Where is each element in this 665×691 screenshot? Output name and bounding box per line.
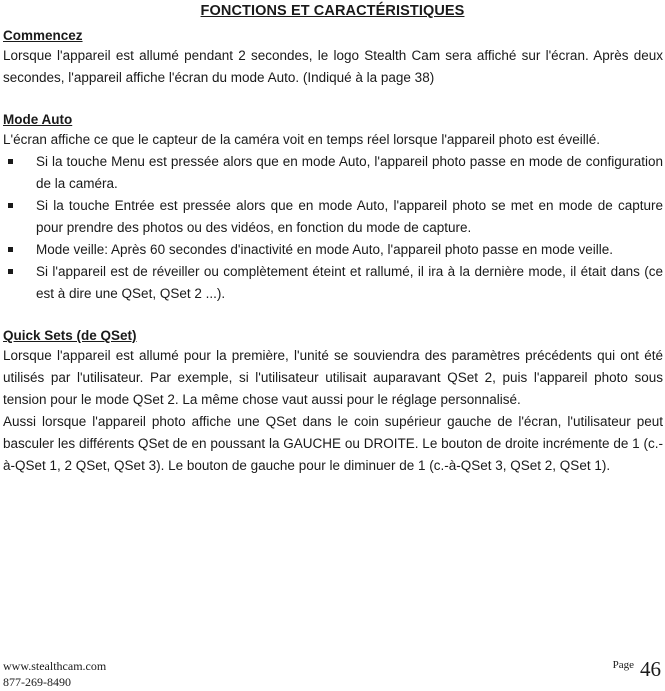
square-bullet-icon (8, 203, 13, 208)
mode-auto-bullet-list (3, 151, 663, 305)
page-content (3, 27, 663, 477)
list-item-text: Si la touche Menu est pressée alors que en mode Auto, l'appareil photo passe en mode de configuration de la caméra. (36, 154, 663, 191)
list-item (3, 261, 663, 305)
page-title: FONCTIONS ET CARACTÉRISTIQUES (200, 3, 465, 19)
quick-sets-paragraph-1: Lorsque l'appareil est allumé pour la première, l'unité se souviendra des paramètres précédents qui ont été utilisés par l'utilisateur. Par exemple, si l'utilisateur utilisait auparavant QSet 2, puis l'appareil photo sous tension pour le mode QSet 2. La même chose vaut aussi pour le réglage personnalisé. (3, 348, 663, 407)
section-heading-quick-sets: Quick Sets (de QSet) (3, 328, 137, 343)
mode-auto-paragraph: L'écran affiche ce que le capteur de la caméra voit en temps réel lorsque l'appareil photo est éveillé. (3, 132, 601, 147)
list-item (3, 239, 663, 261)
square-bullet-icon (8, 159, 13, 164)
section-heading-commencez: Commencez (3, 28, 83, 43)
list-item (3, 195, 663, 239)
list-item-text: Si la touche Entrée est pressée alors que en mode Auto, l'appareil photo se met en mode de capture pour prendre des photos ou des vidéos, en fonction du mode de capture. (36, 198, 663, 235)
square-bullet-icon (8, 247, 13, 252)
list-item-text: Mode veille: Après 60 secondes d'inactivité en mode Auto, l'appareil photo passe en mode veille. (36, 242, 614, 257)
footer-phone: 877-269-8490 (3, 675, 71, 689)
quick-sets-paragraph-2: Aussi lorsque l'appareil photo affiche une QSet dans le coin supérieur gauche de l'écran, l'utilisateur peut basculer les différents QSet de en poussant la GAUCHE ou DROITE. Le bouton de droite incrémente de 1 (c.-à-QSet 1, 2 QSet, QSet 3). Le bouton de gauche pour le diminuer de 1 (c.-à-QSet 3, QSet 2, QSet 1). (3, 414, 663, 473)
page-number: 46 (640, 657, 661, 681)
footer-contact (3, 658, 106, 690)
footer-website-link[interactable]: www.stealthcam.com (3, 659, 107, 673)
footer-page-indicator (613, 657, 661, 682)
list-item (3, 151, 663, 195)
page-label: Page (612, 659, 634, 671)
section-heading-mode-auto: Mode Auto (3, 112, 73, 127)
list-item-text: Si l'appareil est de réveiller ou complètement éteint et rallumé, il ira à la dernière mode, il était dans (ce est à dire une QSet, QSet 2 ...). (36, 264, 663, 301)
commencez-paragraph: Lorsque l'appareil est allumé pendant 2 secondes, le logo Stealth Cam sera affiché sur l'écran. Après deux secondes, l'appareil affiche l'écran du mode Auto. (Indiqué à la page 38) (3, 48, 663, 85)
square-bullet-icon (8, 269, 13, 274)
